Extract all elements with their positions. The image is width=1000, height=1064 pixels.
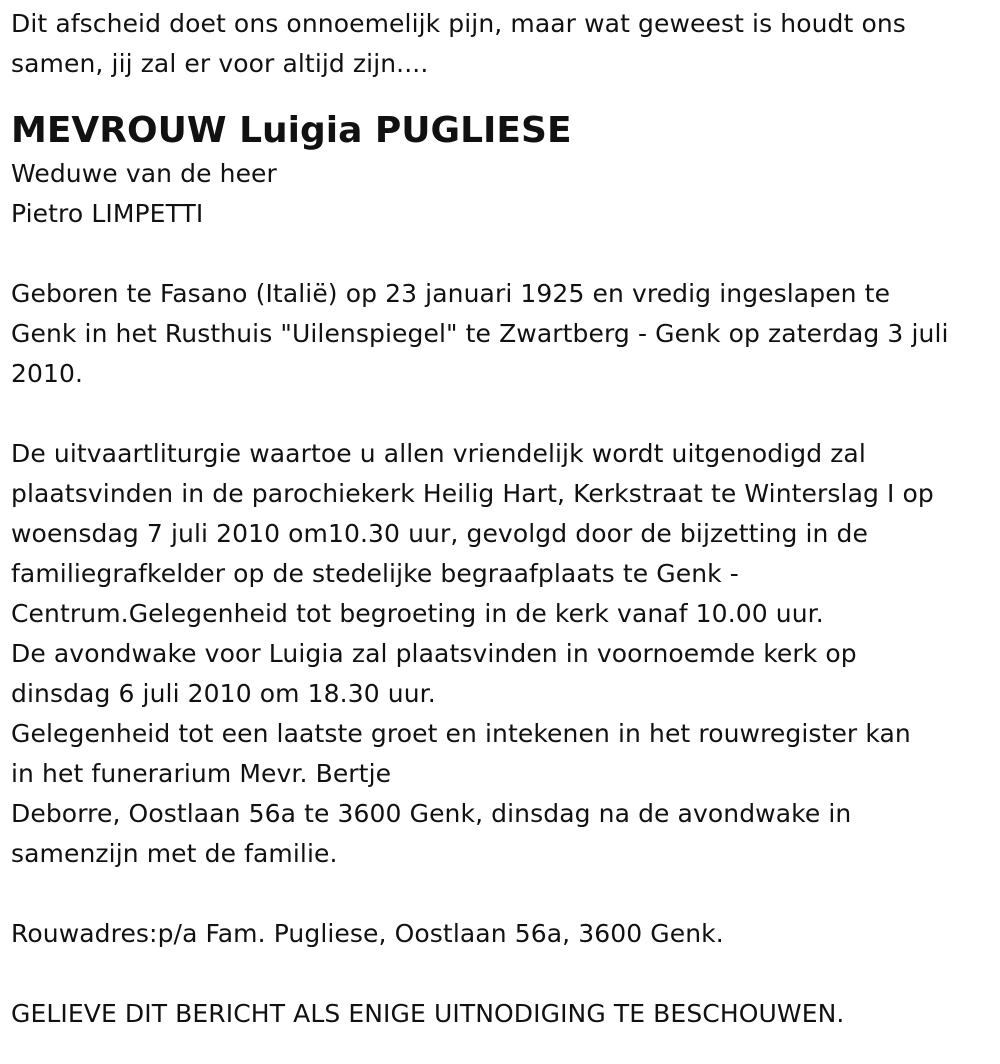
closing-notice: GELIEVE DIT BERICHT ALS ENIGE UITNODIGING TE BESCHOUWEN. <box>11 999 845 1028</box>
funeral-paragraph <box>11 434 996 874</box>
birth-death-line: Geboren te Fasano (Italië) op 23 januari 1925 en vredig ingeslapen te <box>11 279 891 308</box>
spacer <box>11 84 996 108</box>
spacer <box>11 394 996 434</box>
funeral-line: Deborre, Oostlaan 56a te 3600 Genk, dinsdag na de avondwake in <box>11 799 852 828</box>
spacer <box>11 954 996 994</box>
funeral-line: De avondwake voor Luigia zal plaatsvinden in voornoemde kerk op <box>11 639 857 668</box>
birth-death-paragraph <box>11 274 996 394</box>
obituary-document <box>11 4 996 1034</box>
birth-death-line: Genk in het Rusthuis "Uilenspiegel" te Zwartberg - Genk op zaterdag 3 juli <box>11 319 949 348</box>
motto-line: samen, jij zal er voor altijd zijn.... <box>11 49 429 78</box>
mourning-address: Rouwadres:p/a Fam. Pugliese, Oostlaan 56a, 3600 Genk. <box>11 919 724 948</box>
deceased-name-heading: MEVROUW Luigia PUGLIESE <box>11 110 572 151</box>
spacer <box>11 874 996 914</box>
spacer <box>11 234 996 274</box>
funeral-line: plaatsvinden in de parochiekerk Heilig Hart, Kerkstraat te Winterslag I op <box>11 479 934 508</box>
funeral-line: De uitvaartliturgie waartoe u allen vriendelijk wordt uitgenodigd zal <box>11 439 866 468</box>
relation-line: Pietro LIMPETTI <box>11 199 204 228</box>
relation-line: Weduwe van de heer <box>11 159 277 188</box>
funeral-line: dinsdag 6 juli 2010 om 18.30 uur. <box>11 679 436 708</box>
funeral-line: familiegrafkelder op de stedelijke begraafplaats te Genk - <box>11 559 739 588</box>
birth-death-line: 2010. <box>11 359 84 388</box>
motto-paragraph <box>11 4 996 84</box>
funeral-line: woensdag 7 juli 2010 om10.30 uur, gevolgd door de bijzetting in de <box>11 519 868 548</box>
funeral-line: Centrum.Gelegenheid tot begroeting in de kerk vanaf 10.00 uur. <box>11 599 824 628</box>
funeral-line: in het funerarium Mevr. Bertje <box>11 759 392 788</box>
motto-line: Dit afscheid doet ons onnoemelijk pijn, maar wat geweest is houdt ons <box>11 9 906 38</box>
relation-paragraph <box>11 154 996 234</box>
funeral-line: Gelegenheid tot een laatste groet en intekenen in het rouwregister kan <box>11 719 911 748</box>
funeral-line: samenzijn met de familie. <box>11 839 338 868</box>
